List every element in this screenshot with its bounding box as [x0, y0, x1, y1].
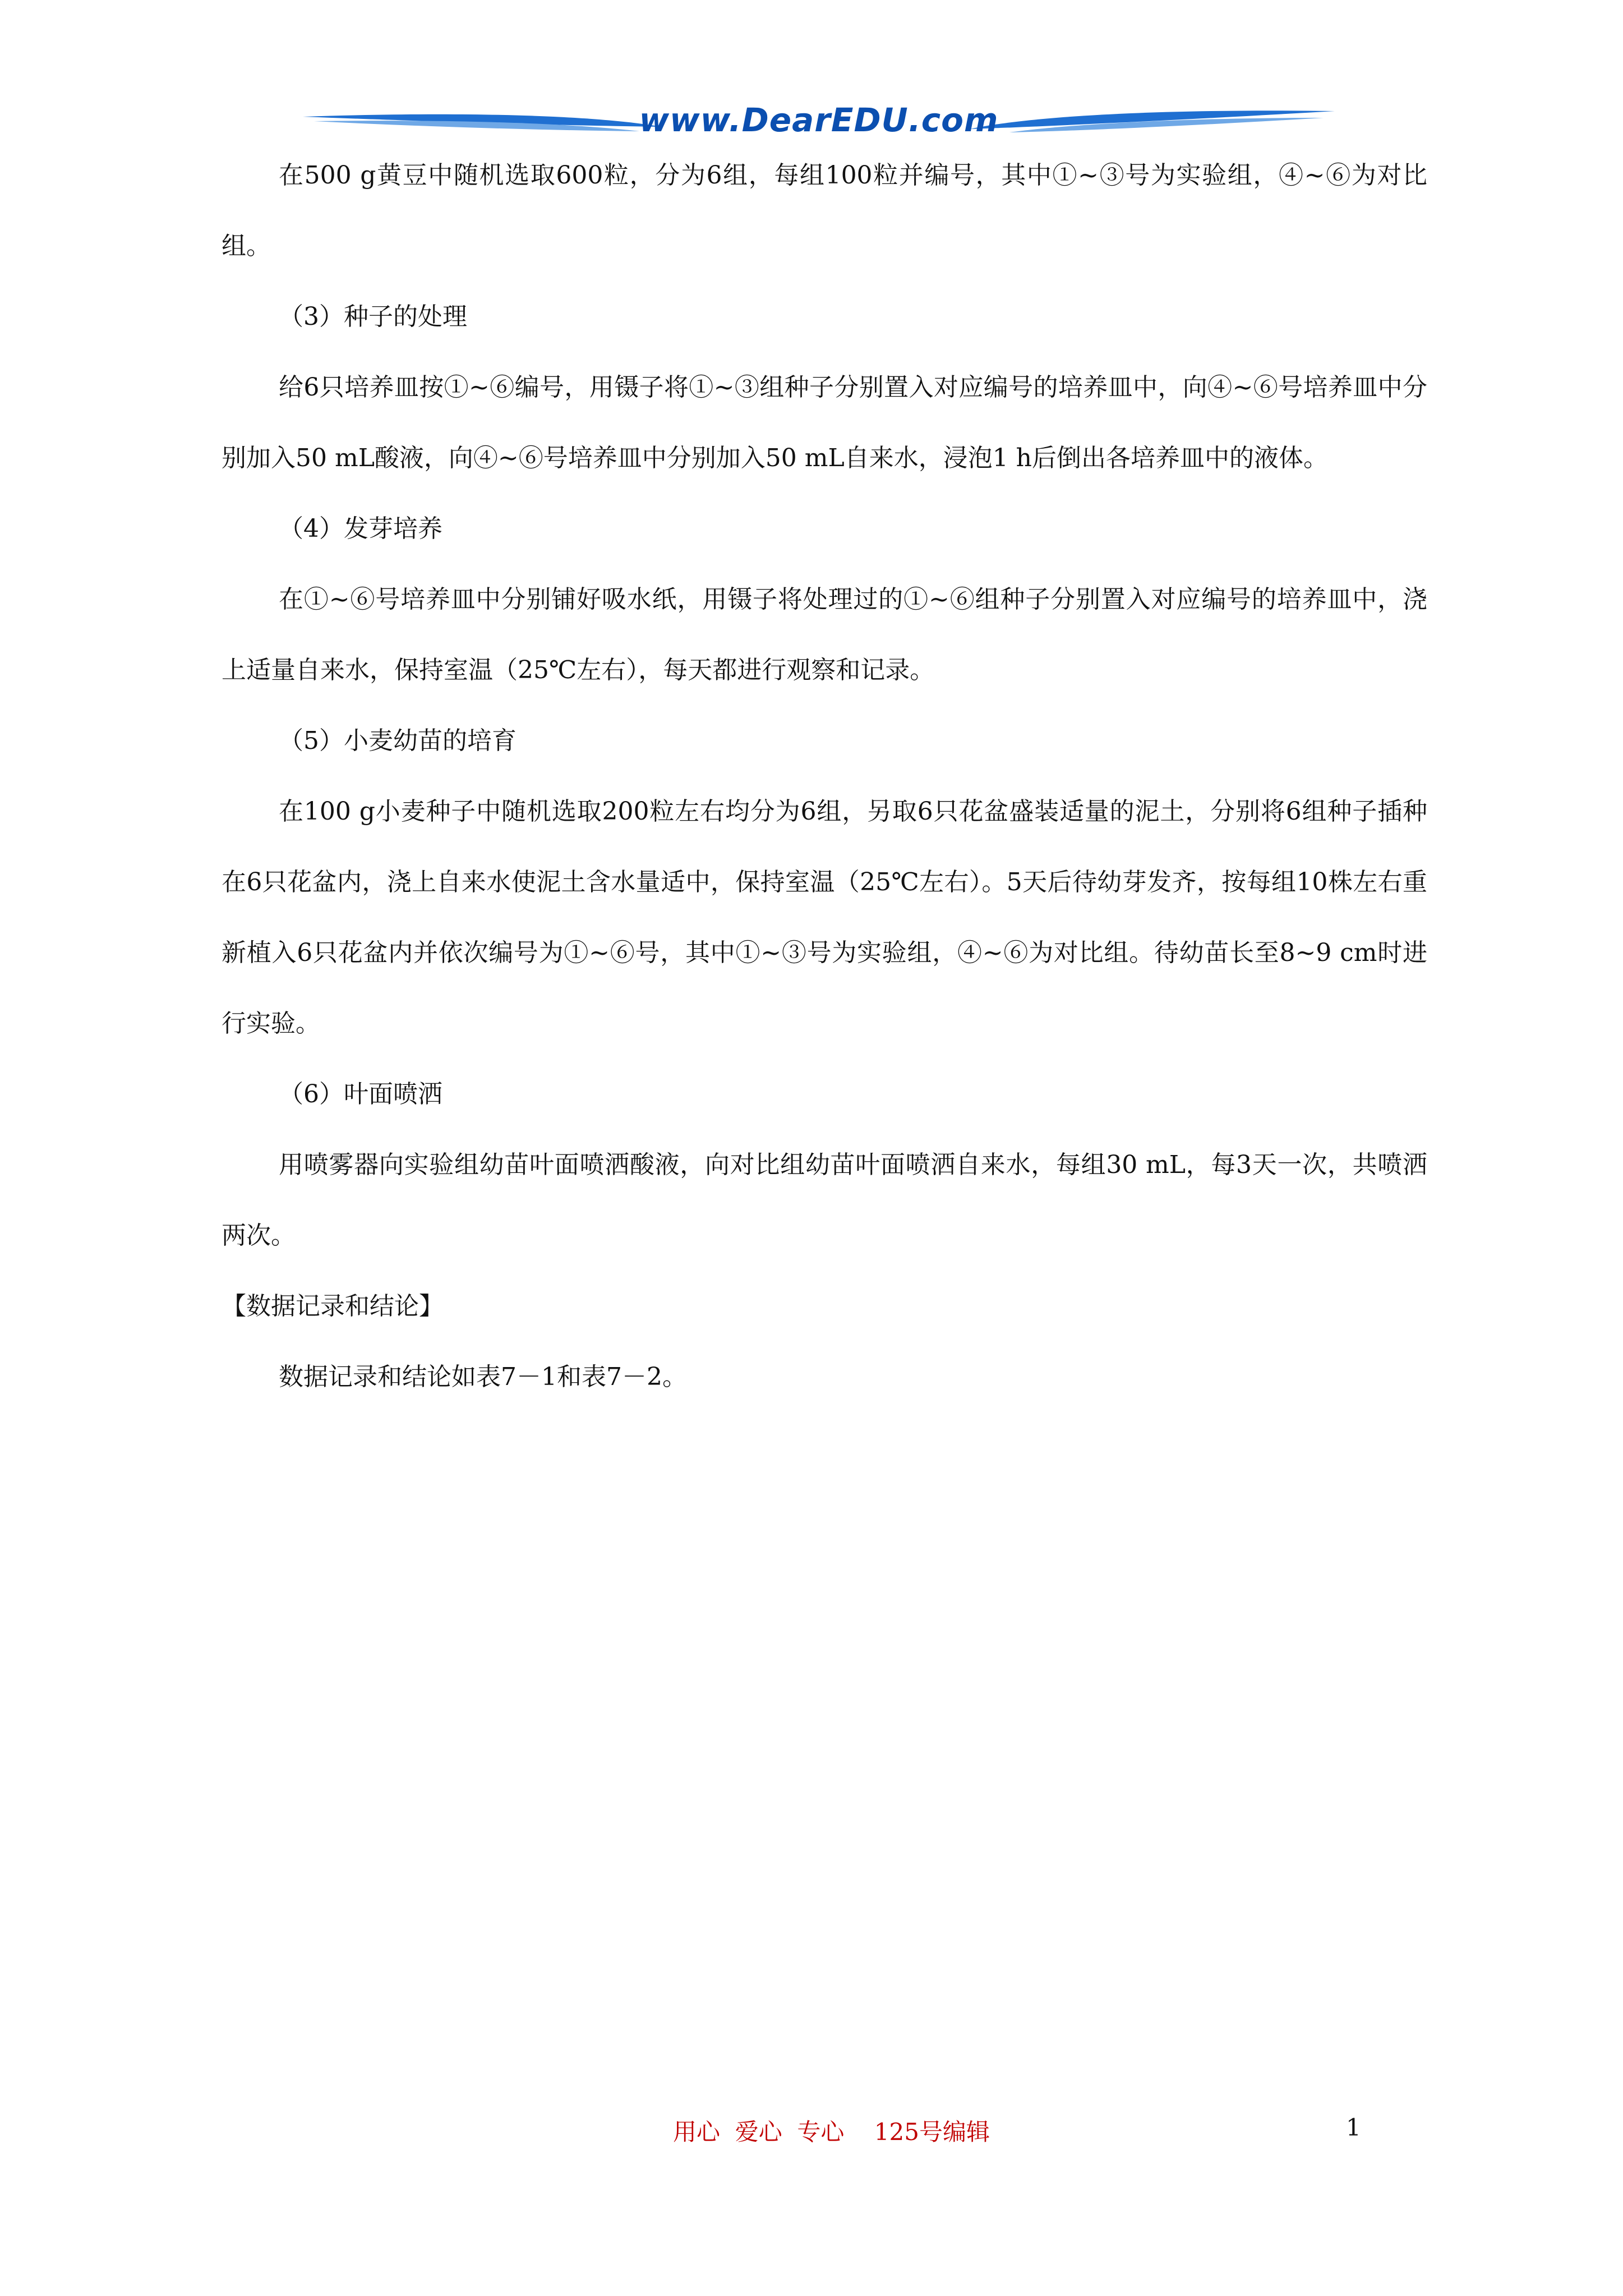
section-heading: （5）小麦幼苗的培育	[279, 726, 517, 755]
page-footer	[0, 2114, 1623, 2147]
paragraph: 数据记录和结论如表7－1和表7－2。	[279, 1363, 687, 1391]
data-section-heading: 【数据记录和结论】	[222, 1292, 444, 1320]
document-body	[222, 140, 1427, 1412]
section-heading: （4）发芽培养	[279, 514, 442, 543]
paragraph: 在100 g小麦种子中随机选取200粒左右均分为6组，另取6只花盆盛装适量的泥土，分别将6组种子插种在6只花盆内，浇上自来水使泥土含水量适中，保持室温（25℃左右）。5天后待幼芽发齐，按每组10株左右重新植入6只花盆内并依次编号为①~⑥号，其中①~③号为实验组，④~⑥为对比组。待幼苗长至8~9 cm时进行实验。	[222, 797, 1427, 1038]
paragraph: 在①~⑥号培养皿中分别铺好吸水纸，用镊子将处理过的①~⑥组种子分别置入对应编号的培养皿中，浇上适量自来水，保持室温（25℃左右），每天都进行观察和记录。	[222, 585, 1427, 684]
footer-text: 用心 爱心 专心 125号编辑	[673, 2118, 990, 2146]
section-heading: （6）叶面喷洒	[279, 1080, 442, 1108]
paragraph: 在500 g黄豆中随机选取600粒，分为6组，每组100粒并编号，其中①~③号为实验组，④~⑥为对比组。	[222, 161, 1427, 260]
paragraph: 用喷雾器向实验组幼苗叶面喷洒酸液，向对比组幼苗叶面喷洒自来水，每组30 mL，每3天一次，共喷洒两次。	[222, 1151, 1427, 1250]
site-logo: www.DearEDU.com	[639, 101, 999, 139]
section-heading: （3）种子的处理	[279, 302, 467, 331]
page-number: 1	[1346, 2114, 1361, 2141]
paragraph: 给6只培养皿按①~⑥编号，用镊子将①~③组种子分别置入对应编号的培养皿中，向④~⑥号培养皿中分别加入50 mL酸液，向④~⑥号培养皿中分别加入50 mL自来水，浸泡1 h后倒出各培养皿中的液体。	[222, 373, 1427, 472]
